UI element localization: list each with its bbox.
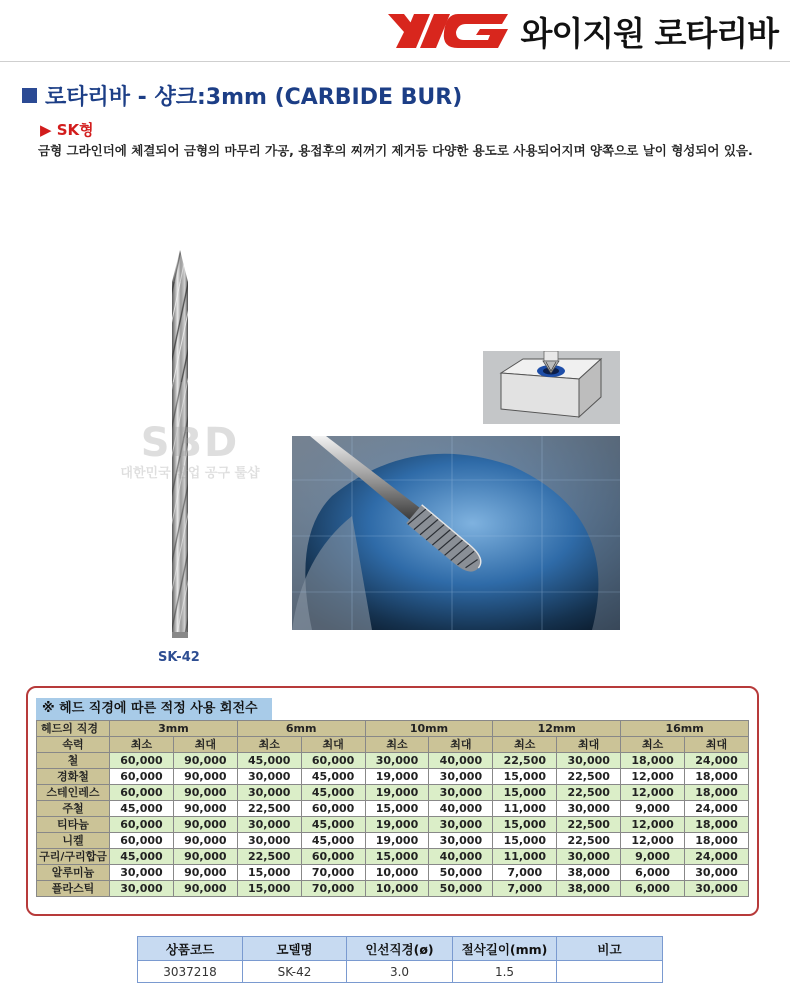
speed-value-cell: 18,000: [685, 769, 749, 785]
table-row: [37, 881, 749, 897]
min-label: 최소: [621, 737, 685, 753]
speed-value-cell: 90,000: [173, 769, 237, 785]
speed-value-cell: 30,000: [685, 865, 749, 881]
speed-value-cell: 90,000: [173, 849, 237, 865]
speed-value-cell: 22,500: [237, 801, 301, 817]
speed-value-cell: 60,000: [301, 753, 365, 769]
speed-value-cell: 24,000: [685, 801, 749, 817]
max-label: 최대: [557, 737, 621, 753]
rotation-speed-table: [36, 720, 749, 897]
speed-value-cell: 30,000: [429, 785, 493, 801]
speed-value-cell: 15,000: [365, 801, 429, 817]
speed-value-cell: 30,000: [685, 881, 749, 897]
max-label: 최대: [173, 737, 237, 753]
speed-value-cell: 30,000: [365, 753, 429, 769]
table-row: [37, 849, 749, 865]
speed-value-cell: 6,000: [621, 865, 685, 881]
speed-value-cell: 12,000: [621, 817, 685, 833]
speed-value-cell: 70,000: [301, 865, 365, 881]
speed-value-cell: 45,000: [301, 817, 365, 833]
speed-value-cell: 30,000: [557, 849, 621, 865]
material-cell: 알루미늄: [37, 865, 110, 881]
material-cell: 철: [37, 753, 110, 769]
max-label: 최대: [301, 737, 365, 753]
product-type-subtitle: ▶ SK형: [40, 121, 94, 139]
speed-value-cell: 10,000: [365, 865, 429, 881]
speed-value-cell: 12,000: [621, 769, 685, 785]
page-title-text: 로타리바 - 샹크:3mm (CARBIDE BUR): [45, 85, 463, 110]
speed-value-cell: 50,000: [429, 865, 493, 881]
spec-header-row: [138, 937, 663, 961]
speed-value-cell: 45,000: [301, 769, 365, 785]
table-row: [37, 769, 749, 785]
watermark-text: 대한민국 산업 공구 툴샵: [120, 466, 260, 481]
min-label: 최소: [493, 737, 557, 753]
spec-header-remark: 비고: [557, 937, 663, 961]
speed-value-cell: 90,000: [173, 753, 237, 769]
speed-value-cell: 15,000: [493, 785, 557, 801]
speed-value-cell: 40,000: [429, 753, 493, 769]
speed-value-cell: 30,000: [110, 881, 174, 897]
brand-header: [384, 8, 778, 54]
speed-value-cell: 60,000: [110, 769, 174, 785]
table-row: [37, 753, 749, 769]
speed-value-cell: 18,000: [621, 753, 685, 769]
rotation-speed-panel: [26, 686, 759, 916]
speed-value-cell: 60,000: [301, 801, 365, 817]
speed-value-cell: 30,000: [557, 801, 621, 817]
speed-value-cell: 45,000: [110, 801, 174, 817]
header-divider: [0, 61, 790, 62]
speed-value-cell: 22,500: [557, 833, 621, 849]
speed-value-cell: 18,000: [685, 817, 749, 833]
speed-value-cell: 19,000: [365, 817, 429, 833]
material-cell: 니켈: [37, 833, 110, 849]
speed-value-cell: 15,000: [365, 849, 429, 865]
speed-value-cell: 22,500: [237, 849, 301, 865]
speed-value-cell: 40,000: [429, 849, 493, 865]
spec-product-code: 3037218: [138, 961, 243, 983]
speed-value-cell: 40,000: [429, 801, 493, 817]
rotation-speed-caption: ※ 헤드 직경에 따른 적정 사용 회전수: [36, 698, 272, 720]
spec-header-model: 모델명: [243, 937, 347, 961]
speed-value-cell: 9,000: [621, 801, 685, 817]
speed-value-cell: 18,000: [685, 833, 749, 849]
table-row: [37, 801, 749, 817]
size-header: 16mm: [621, 721, 749, 737]
table-header-row: [37, 721, 749, 737]
material-cell: 티타늄: [37, 817, 110, 833]
table-row: [37, 785, 749, 801]
speed-value-cell: 19,000: [365, 769, 429, 785]
speed-value-cell: 60,000: [110, 833, 174, 849]
speed-value-cell: 45,000: [301, 833, 365, 849]
table-row: [37, 817, 749, 833]
speed-value-cell: 30,000: [429, 833, 493, 849]
speed-value-cell: 60,000: [301, 849, 365, 865]
speed-value-cell: 15,000: [493, 833, 557, 849]
speed-value-cell: 60,000: [110, 753, 174, 769]
page-title: [22, 80, 462, 111]
speed-value-cell: 30,000: [557, 753, 621, 769]
head-diameter-label: 헤드의 직경: [37, 721, 110, 737]
product-spec-table: [137, 936, 663, 983]
square-bullet-icon: [22, 88, 37, 103]
speed-value-cell: 30,000: [237, 833, 301, 849]
speed-value-cell: 15,000: [493, 769, 557, 785]
bur-in-use-photo: [292, 436, 620, 630]
size-header: 12mm: [493, 721, 621, 737]
speed-value-cell: 7,000: [493, 865, 557, 881]
speed-value-cell: 30,000: [429, 817, 493, 833]
speed-value-cell: 30,000: [110, 865, 174, 881]
speed-value-cell: 90,000: [173, 801, 237, 817]
speed-value-cell: 50,000: [429, 881, 493, 897]
material-cell: 경화철: [37, 769, 110, 785]
material-cell: 플라스틱: [37, 881, 110, 897]
speed-value-cell: 30,000: [237, 817, 301, 833]
speed-value-cell: 7,000: [493, 881, 557, 897]
spec-header-code: 상품코드: [138, 937, 243, 961]
speed-value-cell: 18,000: [685, 785, 749, 801]
material-cell: 주철: [37, 801, 110, 817]
carbide-bur-image: [150, 246, 210, 646]
spec-cutting-length: 1.5: [453, 961, 557, 983]
speed-value-cell: 38,000: [557, 865, 621, 881]
speed-label: 속력: [37, 737, 110, 753]
size-header: 6mm: [237, 721, 365, 737]
speed-value-cell: 38,000: [557, 881, 621, 897]
speed-value-cell: 15,000: [493, 817, 557, 833]
speed-value-cell: 90,000: [173, 881, 237, 897]
speed-value-cell: 12,000: [621, 833, 685, 849]
speed-value-cell: 11,000: [493, 849, 557, 865]
speed-value-cell: 90,000: [173, 833, 237, 849]
table-row: [37, 833, 749, 849]
spec-model-name: SK-42: [243, 961, 347, 983]
speed-value-cell: 70,000: [301, 881, 365, 897]
product-description: 금형 그라인더에 체결되어 금형의 마무리 가공, 용접후의 찌꺼기 제거등 다양한 용도로 사용되어지며 양쪽으로 날이 형성되어 있음.: [38, 143, 753, 158]
spec-remark: [557, 961, 663, 983]
product-model-caption: SK-42: [158, 650, 200, 665]
speed-value-cell: 19,000: [365, 833, 429, 849]
speed-value-cell: 90,000: [173, 865, 237, 881]
speed-value-cell: 15,000: [237, 865, 301, 881]
usage-diagram-image: [483, 351, 620, 424]
spec-header-diameter: 인선직경(ø): [347, 937, 453, 961]
speed-value-cell: 24,000: [685, 849, 749, 865]
speed-value-cell: 6,000: [621, 881, 685, 897]
size-header: 10mm: [365, 721, 493, 737]
speed-value-cell: 10,000: [365, 881, 429, 897]
spec-cutting-diameter: 3.0: [347, 961, 453, 983]
speed-value-cell: 22,500: [493, 753, 557, 769]
speed-value-cell: 22,500: [557, 785, 621, 801]
spec-row: [138, 961, 663, 983]
speed-value-cell: 45,000: [301, 785, 365, 801]
speed-value-cell: 19,000: [365, 785, 429, 801]
speed-value-cell: 22,500: [557, 769, 621, 785]
speed-value-cell: 60,000: [110, 817, 174, 833]
table-row: [37, 865, 749, 881]
min-label: 최소: [237, 737, 301, 753]
watermark-logo: SBD: [140, 420, 240, 466]
speed-value-cell: 30,000: [429, 769, 493, 785]
max-label: 최대: [429, 737, 493, 753]
size-header: 3mm: [110, 721, 238, 737]
speed-value-cell: 90,000: [173, 817, 237, 833]
spec-header-length: 절삭길이(mm): [453, 937, 557, 961]
speed-value-cell: 30,000: [237, 769, 301, 785]
speed-value-cell: 30,000: [237, 785, 301, 801]
table-subheader-row: [37, 737, 749, 753]
material-cell: 스테인레스: [37, 785, 110, 801]
speed-value-cell: 11,000: [493, 801, 557, 817]
material-cell: 구리/구리합금: [37, 849, 110, 865]
speed-value-cell: 45,000: [237, 753, 301, 769]
speed-value-cell: 60,000: [110, 785, 174, 801]
max-label: 최대: [685, 737, 749, 753]
speed-value-cell: 90,000: [173, 785, 237, 801]
yg-logo-icon: [384, 10, 512, 52]
speed-value-cell: 45,000: [110, 849, 174, 865]
speed-value-cell: 12,000: [621, 785, 685, 801]
min-label: 최소: [365, 737, 429, 753]
speed-value-cell: 15,000: [237, 881, 301, 897]
min-label: 최소: [110, 737, 174, 753]
brand-name: 와이지원 로타리바: [520, 13, 778, 53]
speed-value-cell: 22,500: [557, 817, 621, 833]
speed-value-cell: 9,000: [621, 849, 685, 865]
speed-value-cell: 24,000: [685, 753, 749, 769]
